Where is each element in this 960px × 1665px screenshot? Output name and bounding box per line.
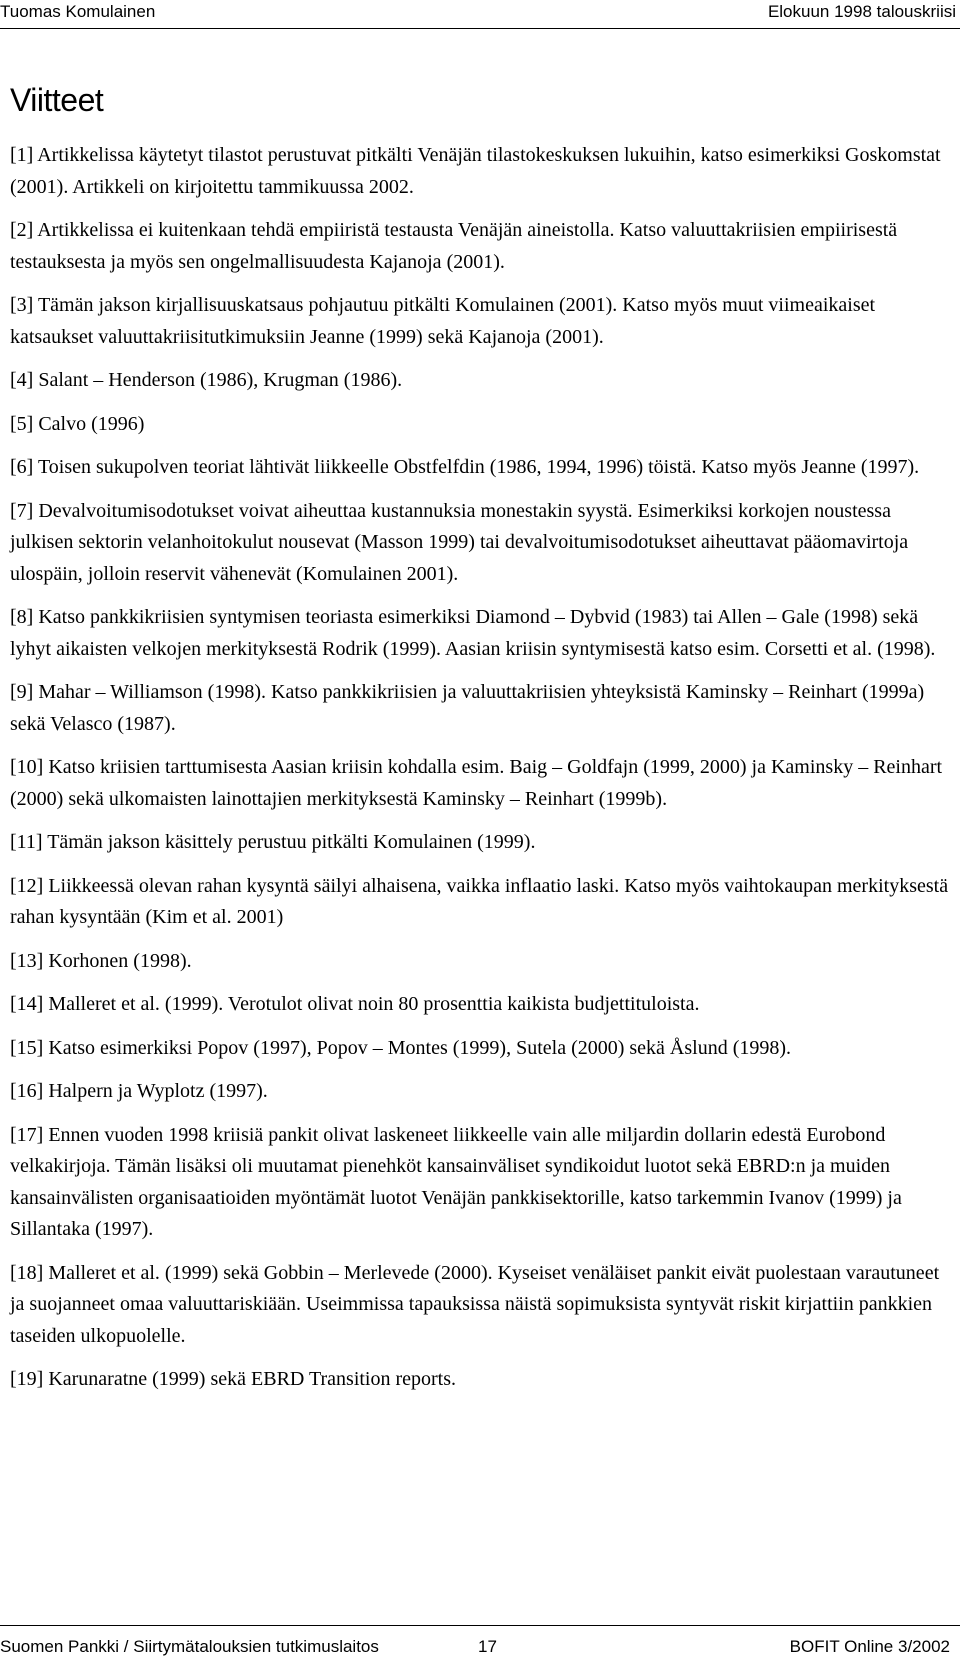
header-doc-title: Elokuun 1998 talouskriisi [767, 2, 956, 21]
note-9: [9] Mahar – Williamson (1998). Katso pankkikriisien ja valuuttakriisien yhteyksistä Kaminsky – Reinhart (1999a) sekä Velasco (1987). [10, 681, 925, 735]
note-19: [19] Karunaratne (1999) sekä EBRD Transition reports. [10, 1368, 457, 1390]
footer-series: BOFIT Online 3/2002 [789, 1637, 950, 1656]
note-15: [15] Katso esimerkiksi Popov (1997), Popov – Montes (1999), Sutela (2000) sekä Åslund (1998). [10, 1036, 792, 1059]
notes-list [10, 140, 955, 1408]
page-header [0, 0, 960, 26]
note-11: [11] Tämän jakson käsittely perustuu pitkälti Komulainen (1999). [10, 831, 536, 853]
footer-publisher: Suomen Pankki / Siirtymätalouksien tutkimuslaitos [0, 1637, 379, 1656]
note-5: [5] Calvo (1996) [10, 412, 145, 435]
note-12: [12] Liikkeessä olevan rahan kysyntä säilyi alhaisena, vaikka inflaatio laski. Katso myös vaihtokaupan merkityksestä rahan kysyntään (Kim et al. 2001) [10, 874, 949, 928]
note-2: [2] Artikkelissa ei kuitenkaan tehdä empiiristä testausta Venäjän aineistolla. Katso valuuttakriisien empiirisestä testauksesta ja myös sen ongelmallisuudesta Kajanoja (2001). [10, 219, 898, 273]
note-13: [13] Korhonen (1998). [10, 949, 192, 972]
note-16: [16] Halpern ja Wyplotz (1997). [10, 1080, 268, 1102]
note-8: [8] Katso pankkikriisien syntymisen teoriasta esimerkiksi Diamond – Dybvid (1983) tai Allen – Gale (1998) sekä lyhyt aikaisten velkojen merkityksestä Rodrik (1999). Aasian kriisin syntymisestä katso esim. Corsetti et al. (1998). [10, 606, 936, 660]
header-rule [0, 28, 960, 29]
note-3: [3] Tämän jakson kirjallisuuskatsaus pohjautuu pitkälti Komulainen (2001). Katso myös muut viimeaikaiset katsaukset valuuttakriisitutkimuksiin Jeanne (1999) sekä Kajanoja (2001). [10, 294, 876, 348]
note-10: [10] Katso kriisien tarttumisesta Aasian kriisin kohdalla esim. Baig – Goldfajn (1999, 2000) ja Kaminsky – Reinhart (2000) sekä ulkomaisten lainottajien merkityksestä Kaminsky – Reinhart (1999b). [10, 756, 943, 810]
page-footer [0, 1625, 960, 1665]
note-18: [18] Malleret et al. (1999) sekä Gobbin – Merlevede (2000). Kyseiset venäläiset pankit eivät puolestaan varautuneet ja suojanneet omaa valuuttariskiään. Useimmissa tapauksissa näistä sopimuksista syntyvät riskit kirjattiin pankkien taseiden ulkopuolelle. [10, 1261, 940, 1347]
header-author: Tuomas Komulainen [0, 2, 156, 21]
note-4: [4] Salant – Henderson (1986), Krugman (1986). [10, 369, 403, 391]
footer-rule [0, 1625, 960, 1626]
note-1: [1] Artikkelissa käytetyt tilastot perustuvat pitkälti Venäjän tilastokeskuksen lukuihin, katso esimerkiksi Goskomstat (2001). Artikkeli on kirjoitettu tammikuussa 2002. [10, 144, 941, 198]
footer-page-number: 17 [478, 1637, 497, 1656]
note-7: [7] Devalvoitumisodotukset voivat aiheuttaa kustannuksia monestakin syystä. Esimerkiksi korkojen noustessa julkisen sektorin velanhoitokulut nousevat (Masson 1999) tai devalvoitumisodotukset aiheuttavat pääomavirtoja ulospäin, jolloin reservit vähenevät (Komulainen 2001). [10, 499, 909, 585]
note-6: [6] Toisen sukupolven teoriat lähtivät liikkeelle Obstfelfdin (1986, 1994, 1996) töistä. Katso myös Jeanne (1997). [10, 456, 920, 478]
note-14: [14] Malleret et al. (1999). Verotulot olivat noin 80 prosenttia kaikista budjettituloista. [10, 993, 700, 1015]
section-title: Viitteet [10, 82, 104, 118]
note-17: [17] Ennen vuoden 1998 kriisiä pankit olivat laskeneet liikkeelle vain alle miljardin dollarin edestä Eurobond velkakirjoja. Tämän lisäksi oli muutamat pienehköt kansainväliset syndikoidut luotot sekä EBRD:n ja muiden kansainvälisten organisaatioiden myöntämät luotot Venäjän pankkisektorille, katso tarkemmin Ivanov (1999) ja Sillantaka (1997). [10, 1123, 902, 1240]
